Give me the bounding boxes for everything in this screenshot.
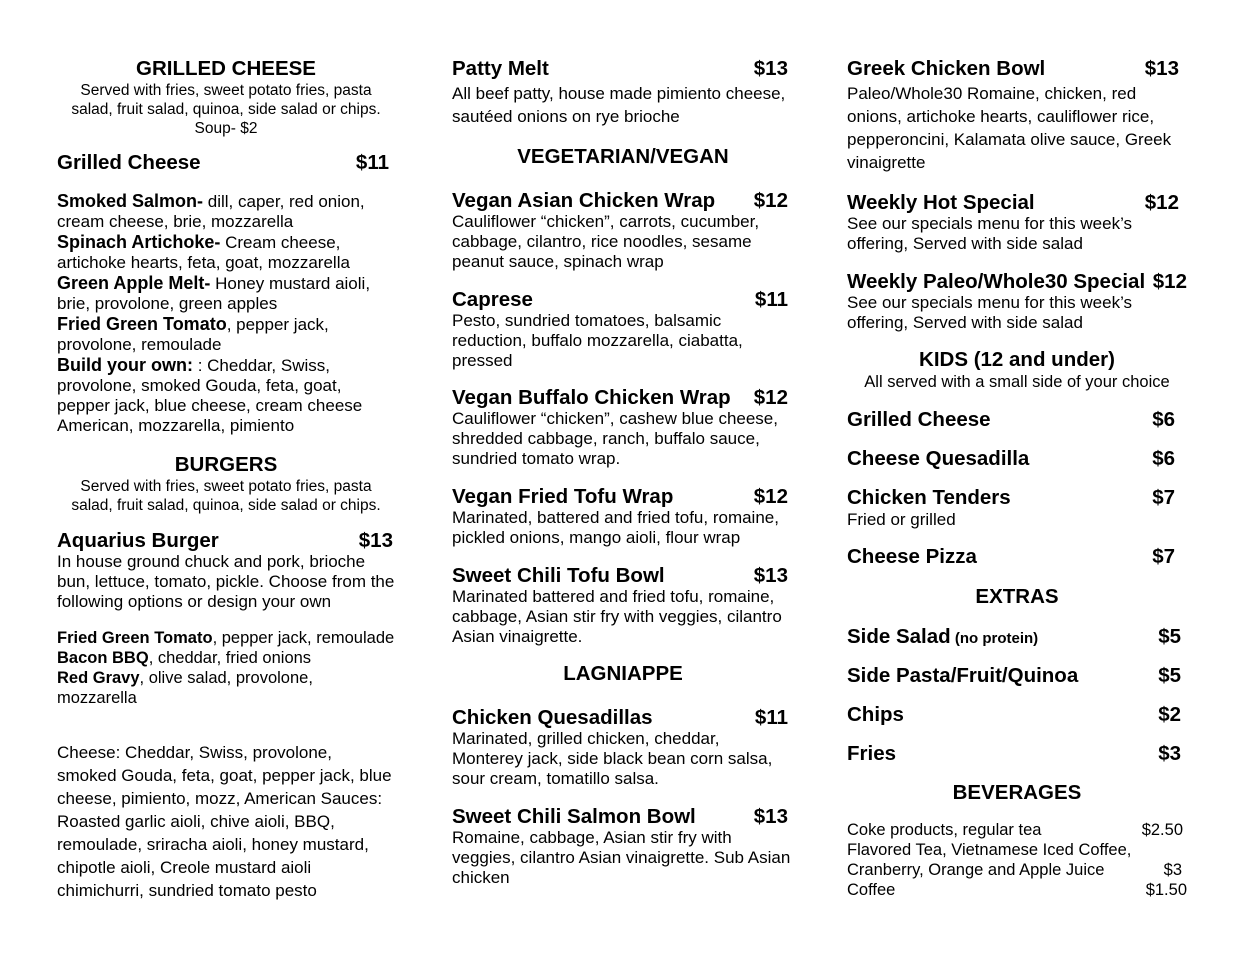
item-name: Grilled Cheese [57,151,201,174]
item-description: All beef patty, house made pimiento cheese, sautéed onions on rye brioche [452,84,786,126]
menu-item-chicken-quesadillas: Chicken Quesadillas $11 [452,706,788,729]
menu-item-vegan-tofu-wrap: Vegan Fried Tofu Wrap $12 [452,485,788,508]
menu-item-vegan-asian-wrap: Vegan Asian Chicken Wrap $12 [452,189,788,212]
item-name: Patty Melt [452,57,549,80]
item-description: Marinated, battered and fried tofu, romaine, pickled onions, mango aioli, flour wrap [452,508,779,547]
item-name: Aquarius Burger [57,529,219,552]
item-description: Cauliflower “chicken”, carrots, cucumber, cabbage, cilantro, rice noodles, sesame peanut sauce, spinach wrap [452,212,760,271]
menu-item-sweet-chili-salmon-bowl: Sweet Chili Salmon Bowl $13 [452,805,788,828]
section-heading-vegetarian: VEGETARIAN/VEGAN [517,145,729,168]
section-heading-lagniappe: LAGNIAPPE [563,662,683,685]
section-heading-grilled-cheese: GRILLED CHEESE [136,57,316,80]
menu-item-kids-chicken-tenders: Chicken Tenders $7 [847,486,1175,509]
beverage-row: Cranberry, Orange and Apple Juice $3 [847,861,1182,879]
option-red-gravy: Red Gravy, olive salad, provolone, mozzarella [57,669,313,707]
section-subtitle-grilled-cheese: Served with fries, sweet potato fries, pasta salad, fruit salad, quinoa, side salad or chips. Soup- $2 [71,82,381,137]
item-description: In house ground chuck and pork, brioche bun, lettuce, tomato, pickle. Choose from the following options or design your own [57,552,395,611]
menu-item-chips: Chips $2 [847,703,1181,726]
section-heading-extras: EXTRAS [975,585,1059,608]
variety-fried-green-tomato: Fried Green Tomato, pepper jack, provolone, remoulade [57,314,329,354]
grilled-cheese-varieties [57,191,395,436]
item-description: Romaine, cabbage, Asian stir fry with veggies, cilantro Asian vinaigrette. Sub Asian chicken [452,828,791,887]
menu-item-kids-cheese-pizza: Cheese Pizza $7 [847,545,1175,568]
beverage-row: Coke products, regular tea $2.50 [847,821,1183,839]
item-price: $13 [753,57,788,80]
beverage-row: Flavored Tea, Vietnamese Iced Coffee, [847,841,1132,859]
menu-item-weekly-paleo-special: Weekly Paleo/Whole30 Special $12 [847,270,1187,293]
beverages-list [847,820,1187,900]
menu-item-sweet-chili-tofu-bowl: Sweet Chili Tofu Bowl $13 [452,564,788,587]
cheese-and-sauces-list: Cheese: Cheddar, Swiss, provolone, smoked Gouda, feta, goat, pepper jack, blue cheese, pimiento, mozz, American Sauces: Roasted garlic aioli, chive aioli, BBQ, remoulade, sriracha aioli, honey mustard, chipotle aioli, Creole mustard aioli chimichurri, sundried tomato pesto [57,743,392,900]
item-description: Fried or grilled [847,510,956,529]
menu-item-caprese: Caprese $11 [452,288,788,311]
menu-item-aquarius-burger [57,529,393,553]
item-description: Pesto, sundried tomatoes, balsamic reduction, buffalo mozzarella, ciabatta, pressed [452,311,743,370]
item-description: Marinated battered and fried tofu, romaine, cabbage, Asian stir fry with veggies, cilantro Asian vinaigrette. [452,587,782,646]
section-heading-beverages: BEVERAGES [952,781,1082,804]
burger-options [57,628,395,708]
section-subtitle-kids: All served with a small side of your choice [864,373,1170,391]
variety-spinach-artichoke: Spinach Artichoke- Cream cheese, artichoke hearts, feta, goat, mozzarella [57,232,350,272]
option-fried-green-tomato: Fried Green Tomato, pepper jack, remoulade [57,629,395,647]
menu-item-grilled-cheese [57,151,389,175]
section-heading-burgers: BURGERS [174,453,278,476]
menu-item-kids-cheese-quesadilla: Cheese Quesadilla $6 [847,447,1175,470]
menu-item-weekly-hot-special: Weekly Hot Special $12 [847,191,1179,214]
menu-item-side-pasta: Side Pasta/Fruit/Quinoa $5 [847,664,1181,687]
menu-item-vegan-buffalo-wrap: Vegan Buffalo Chicken Wrap $12 [452,386,788,409]
menu-item-fries: Fries $3 [847,742,1181,765]
item-description: See our specials menu for this week’s offering, Served with side salad [847,214,1133,253]
menu-item-kids-grilled-cheese: Grilled Cheese $6 [847,408,1175,431]
menu-item-greek-chicken-bowl: Greek Chicken Bowl $13 [847,57,1179,80]
item-description: See our specials menu for this week’s offering, Served with side salad [847,293,1133,332]
beverage-row: Coffee $1.50 [847,881,1187,899]
variety-build-your-own: Build your own: : Cheddar, Swiss, provolone, smoked Gouda, feta, goat, pepper jack, blue cheese, cream cheese American, mozzarella, pimiento [57,355,363,435]
section-subtitle-burgers: Served with fries, sweet potato fries, pasta salad, fruit salad, quinoa, side salad or chips. [71,478,381,514]
item-price: $11 [355,151,389,174]
menu-item-side-salad: Side Salad (no protein) $5 [847,625,1181,648]
variety-smoked-salmon: Smoked Salmon- dill, caper, red onion, cream cheese, brie, mozzarella [57,191,365,231]
item-description: Marinated, grilled chicken, cheddar, Monterey jack, side black bean corn salsa, sour cream, tomatillo salsa. [452,729,773,788]
menu-item-patty-melt [452,57,788,81]
section-heading-kids: KIDS (12 and under) [919,348,1115,371]
item-price: $13 [358,529,393,552]
option-bacon-bbq: Bacon BBQ, cheddar, fried onions [57,649,312,667]
item-description: Paleo/Whole30 Romaine, chicken, red onions, artichoke hearts, cauliflower rice, pepperoncini, Kalamata olive sauce, Greek vinaigrette [847,84,1172,172]
item-description: Cauliflower “chicken”, cashew blue cheese, shredded cabbage, ranch, buffalo sauce, sundried tomato wrap. [452,409,778,468]
variety-green-apple-melt: Green Apple Melt- Honey mustard aioli, brie, provolone, green apples [57,273,371,313]
